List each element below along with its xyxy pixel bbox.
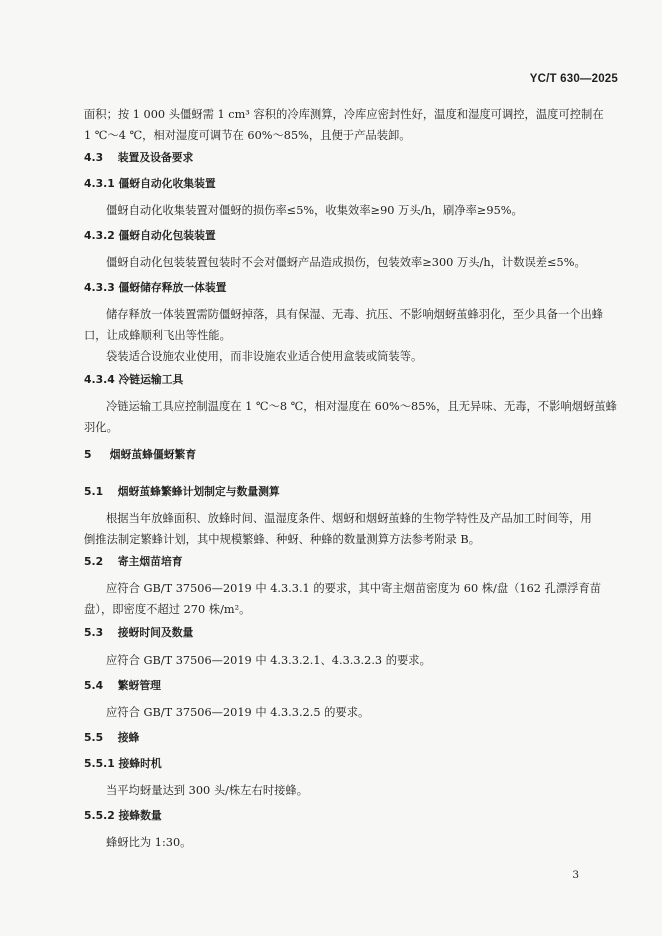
section-title: 寄主烟苗培育 [117, 555, 183, 568]
paragraph-line: 倒推法制定繁蜂计划，其中规模繁蜂、种蚜、种蜂的数量测算方法参考附录 B。 [84, 533, 480, 546]
section-heading-5 [84, 446, 196, 464]
paragraph [84, 780, 584, 801]
paragraph-line: 僵蚜自动化包装装置包装时不会对僵蚜产品造成损伤，包装效率≥300 万头/h，计数误差≤5%。 [106, 256, 586, 269]
paragraph [84, 396, 617, 438]
section-title: 烟蚜茧蜂繁蜂计划制定与数量测算 [117, 485, 280, 498]
section-heading-4-3-4 [84, 371, 183, 389]
section-heading-5-1 [84, 483, 280, 501]
section-title: 繁蚜管理 [117, 679, 161, 692]
paragraph-line: 袋装适合设施农业使用，而非设施农业适合使用盒装或筒装等。 [106, 350, 423, 363]
section-heading-4-3-3 [84, 279, 226, 297]
paragraph-line: 储存释放一体装置需防僵蚜掉落，具有保湿、无毒、抗压、不影响烟蚜茧蜂羽化，至少具备一个出蜂 [106, 308, 604, 321]
section-title: 僵蚜自动化收集装置 [118, 177, 216, 190]
section-title: 接蜂 [117, 731, 140, 744]
section-heading-5-3 [84, 624, 193, 642]
page-number: 3 [572, 869, 579, 881]
section-number: 5.4 [84, 679, 104, 692]
paragraph-line: 冷链运输工具应控制温度在 1 ℃～8 ℃，相对湿度在 60%～85%，且无异味、无毒，不影响烟蚜茧蜂 [106, 400, 617, 413]
section-number: 5.2 [84, 555, 104, 568]
paragraph-line: 应符合 GB/T 37506—2019 中 4.3.3.1 的要求，其中寄主烟苗密度为 60 株/盘（162 孔漂浮育苗 [106, 582, 602, 595]
paragraph-line: 面积；按 1 000 头僵蚜需 1 cm³ 容积的冷库测算，冷库应密封性好，温度和湿度可调控，温度可控制在 [84, 108, 604, 121]
paragraph [84, 702, 584, 723]
section-title: 接蚜时间及数量 [117, 626, 194, 639]
section-heading-5-5-1 [84, 755, 162, 773]
paragraph-line: 当平均蚜量达到 300 头/株左右时接蜂。 [106, 784, 309, 797]
section-number: 5.1 [84, 485, 104, 498]
section-heading-5-5 [84, 729, 139, 747]
section-number: 4.3 [84, 151, 104, 164]
standard-code: YC/T 630—2025 [529, 73, 618, 85]
paragraph [84, 832, 584, 853]
intro-paragraph [84, 104, 604, 146]
section-heading-5-5-2 [84, 807, 162, 825]
paragraph-line: 应符合 GB/T 37506—2019 中 4.3.3.2.1、4.3.3.2.3 的要求。 [106, 654, 431, 667]
section-heading-4-3 [84, 149, 193, 167]
paragraph-line: 羽化。 [84, 421, 118, 434]
section-number: 4.3.2 [84, 229, 115, 242]
section-heading-5-2 [84, 553, 183, 571]
paragraph-line: 根据当年放蜂面积、放蜂时间、温湿度条件、烟蚜和烟蚜茧蜂的生物学特性及产品加工时间等，用 [106, 512, 592, 525]
paragraph-line: 蜂蚜比为 1:30。 [106, 836, 192, 849]
section-number: 5 [84, 448, 92, 461]
paragraph [84, 650, 584, 671]
section-number: 5.5.2 [84, 809, 115, 822]
section-number: 4.3.4 [84, 373, 115, 386]
section-number: 4.3.3 [84, 281, 115, 294]
section-title: 接蜂时机 [118, 757, 162, 770]
section-number: 5.3 [84, 626, 104, 639]
section-heading-5-4 [84, 677, 161, 695]
section-title: 僵蚜自动化包装装置 [118, 229, 216, 242]
section-title: 冷链运输工具 [118, 373, 184, 386]
paragraph-line: 盘），即密度不超过 270 株/m²。 [84, 603, 251, 616]
paragraph-line: 应符合 GB/T 37506—2019 中 4.3.3.2.5 的要求。 [106, 706, 370, 719]
section-title: 装置及设备要求 [117, 151, 194, 164]
section-heading-4-3-1 [84, 175, 216, 193]
section-title: 僵蚜储存释放一体装置 [118, 281, 227, 294]
section-title: 烟蚜茧蜂僵蚜繁育 [109, 448, 197, 461]
paragraph-line: 僵蚜自动化收集装置对僵蚜的损伤率≤5%，收集效率≥90 万头/h，刷净率≥95%。 [106, 204, 523, 217]
section-number: 5.5 [84, 731, 104, 744]
section-heading-4-3-2 [84, 227, 216, 245]
paragraph-line: 1 ℃～4 ℃，相对湿度可调节在 60%～85%，且便于产品装卸。 [84, 129, 411, 142]
paragraph [84, 304, 604, 367]
paragraph [84, 508, 592, 550]
paragraph [84, 252, 584, 273]
section-number: 4.3.1 [84, 177, 115, 190]
paragraph-line: 口，让成蜂顺利飞出等性能。 [84, 329, 231, 342]
paragraph [84, 578, 602, 620]
section-number: 5.5.1 [84, 757, 115, 770]
paragraph [84, 200, 584, 221]
section-title: 接蜂数量 [118, 809, 162, 822]
